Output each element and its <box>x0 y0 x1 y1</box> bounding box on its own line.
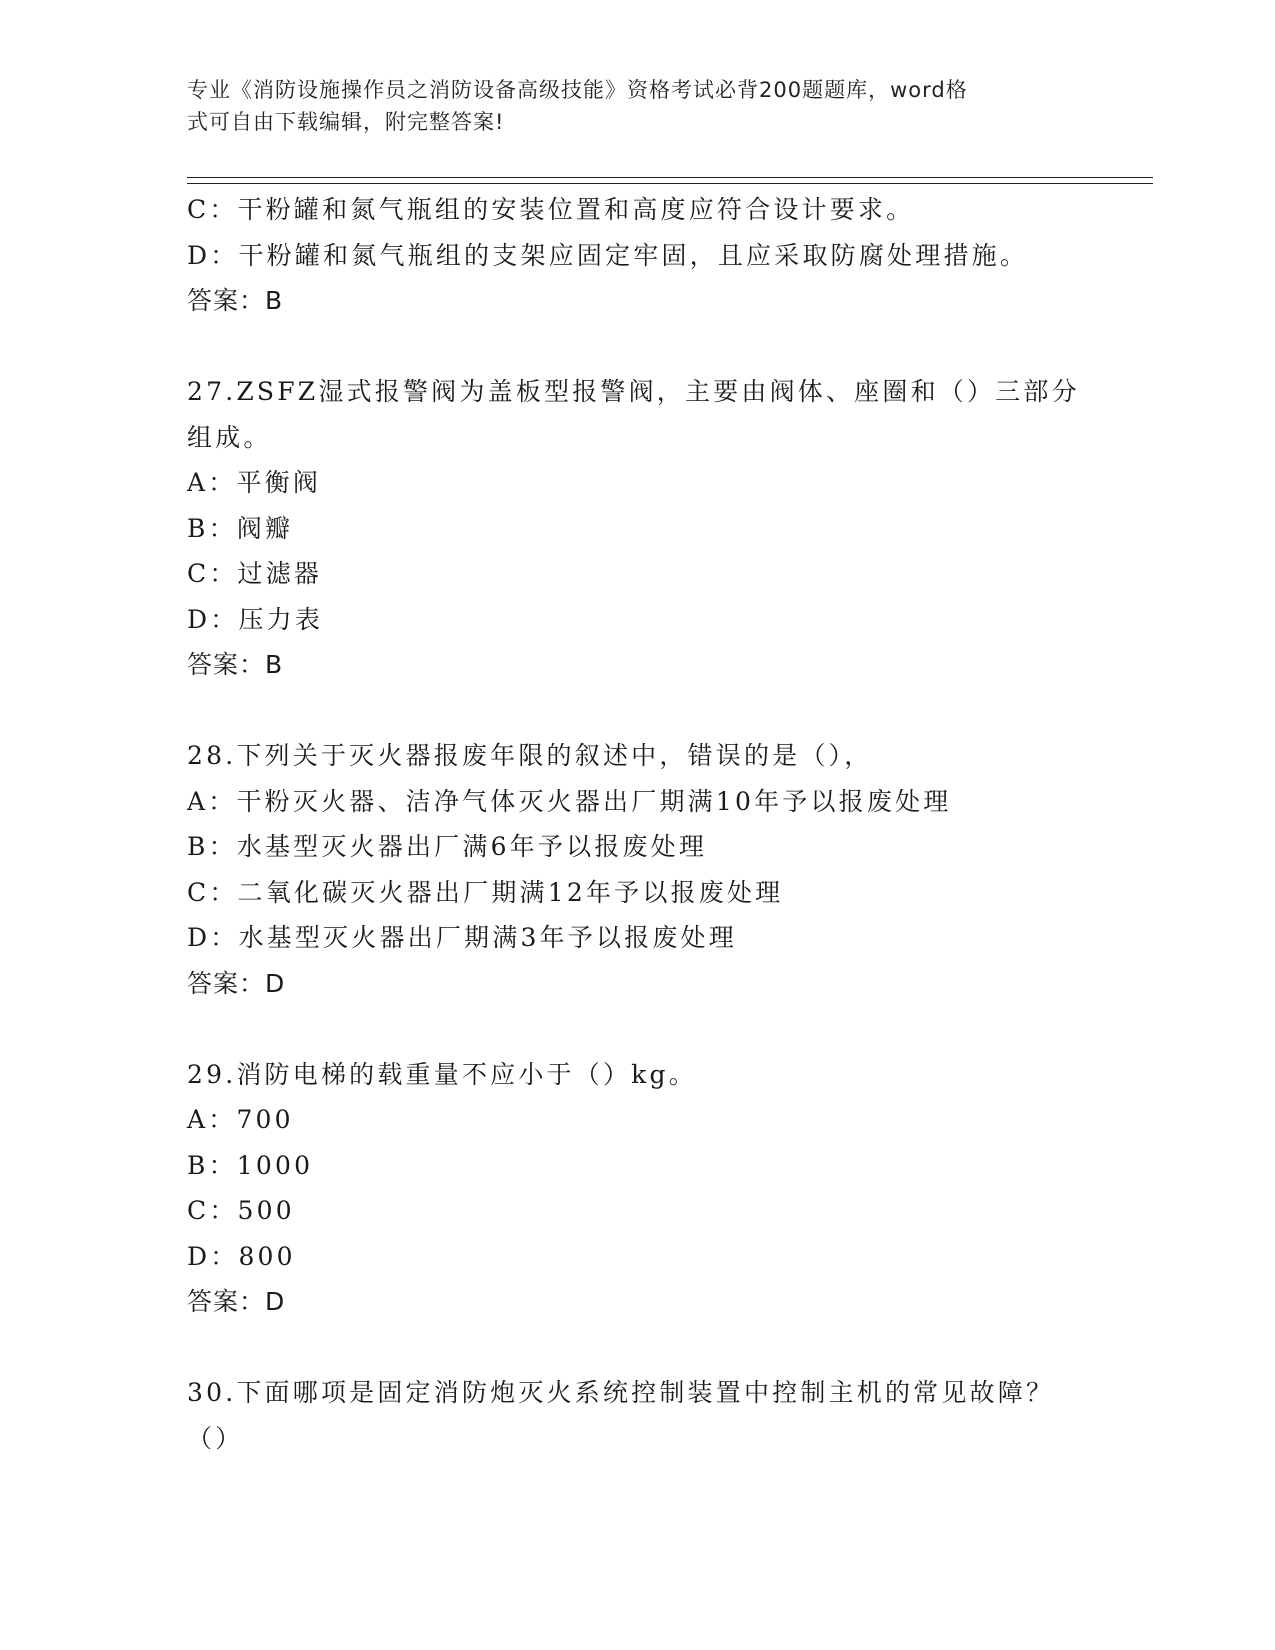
option-d: D：800 <box>187 1241 296 1271</box>
question-30 <box>187 1370 1153 1461</box>
option-c: C：500 <box>187 1196 295 1225</box>
document-header <box>187 74 1067 138</box>
header-line-2: 式可自由下载编辑，附完整答案! <box>187 110 505 134</box>
question-29 <box>187 1052 1153 1325</box>
option-c: C：二氧化碳灭火器出厂期满12年予以报废处理 <box>187 877 784 907</box>
header-line-1: 专业《消防设施操作员之消防设备高级技能》资格考试必背200题题库，word格 <box>187 78 968 102</box>
option-b: B：1000 <box>187 1150 314 1180</box>
option-a: A：平衡阀 <box>187 468 322 497</box>
option-b: B：水基型灭火器出厂满6年予以报废处理 <box>187 832 708 861</box>
option-a: A：700 <box>187 1105 294 1134</box>
question-26-tail <box>187 187 1153 324</box>
option-c: C：过滤器 <box>187 559 323 588</box>
option-d: D：干粉罐和氮气瓶组的支架应固定牢固，且应采取防腐处理措施。 <box>187 240 1029 270</box>
option-c: C：干粉罐和氮气瓶组的安装位置和高度应符合设计要求。 <box>187 195 915 224</box>
answer: 答案：D <box>187 1287 286 1316</box>
option-a: A：干粉灭火器、洁净气体灭火器出厂期满10年予以报废处理 <box>187 786 952 816</box>
question-stem-line-1: 28.下列关于灭火器报废年限的叙述中，错误的是（）， <box>187 741 873 770</box>
answer: 答案：D <box>187 968 286 998</box>
question-28 <box>187 733 1153 1006</box>
question-stem-line-2: 组成。 <box>187 422 272 452</box>
question-stem-line-1: 27.ZSFZ湿式报警阀为盖板型报警阀，主要由阀体、座圈和（）三部分 <box>187 377 1080 406</box>
answer: 答案：B <box>187 286 284 315</box>
question-list <box>187 187 1153 1461</box>
option-b: B：阀瓣 <box>187 513 294 543</box>
answer: 答案：B <box>187 650 284 679</box>
option-d: D：压力表 <box>187 604 324 634</box>
question-27 <box>187 369 1153 688</box>
header-divider-top <box>187 177 1153 178</box>
question-stem-line-2: （） <box>187 1423 244 1453</box>
option-d: D：水基型灭火器出厂期满3年予以报废处理 <box>187 923 737 952</box>
question-stem-line-1: 29.消防电梯的载重量不应小于（）kg。 <box>187 1059 697 1089</box>
question-stem-line-1: 30.下面哪项是固定消防炮灭火系统控制装置中控制主机的常见故障？ <box>187 1378 1055 1407</box>
header-divider-bottom <box>187 183 1153 184</box>
